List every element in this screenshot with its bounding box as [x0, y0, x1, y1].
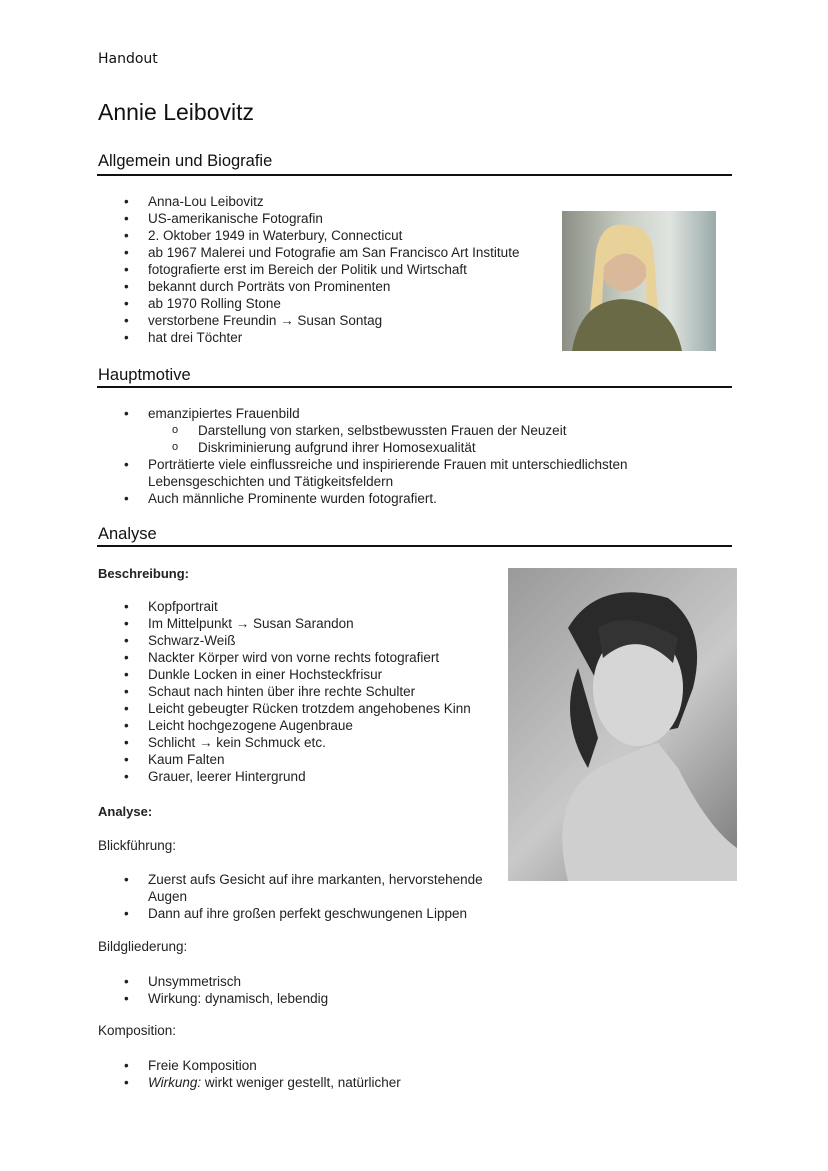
list-item: [98, 666, 471, 683]
bio-list: [98, 193, 519, 346]
portrait-illustration: [508, 568, 737, 881]
komposition-list: [98, 1057, 401, 1091]
section-heading-analyse: Analyse: [98, 525, 157, 543]
list-item-text: ab 1970 Rolling Stone: [148, 296, 281, 311]
bullet: •: [124, 228, 129, 243]
bullet: •: [124, 313, 129, 328]
bullet: •: [124, 194, 129, 209]
analyse-label: Analyse:: [98, 804, 153, 819]
list-item-text: Wirkung: dynamisch, lebendig: [148, 991, 329, 1006]
list-item-text: Anna-Lou Leibovitz: [148, 194, 264, 209]
list-item: [98, 295, 519, 312]
list-item: [98, 768, 471, 785]
bullet: •: [124, 330, 129, 345]
page-title: Annie Leibovitz: [98, 99, 254, 125]
blickfuehrung-list: [98, 871, 498, 922]
list-item-text: Kopfportrait: [148, 599, 218, 614]
list-item: • Wirkung: wirkt weniger gestellt, natürlicher: [124, 1075, 401, 1090]
bullet: •: [124, 872, 129, 887]
list-item-text: Nackter Körper wird von vorne rechts fotografiert: [148, 650, 440, 665]
list-item-text: Schwarz-Weiß: [148, 633, 236, 648]
divider: [97, 386, 732, 388]
list-item: • Porträtierte viele einflussreiche und inspirierende Frauen mit unterschiedlichsten Lebensgeschichten und Tätigkeitsfeldern: [124, 457, 628, 489]
list-item-text: Leicht gebeugter Rücken trotzdem angehobenes Kinn: [148, 701, 471, 716]
list-item-text: Im Mittelpunkt → Susan Sarandon: [148, 616, 354, 631]
list-item-text: verstorbene Freundin → Susan Sontag: [148, 313, 383, 328]
list-item: [98, 734, 471, 751]
list-item: [98, 717, 471, 734]
list-item: [98, 261, 519, 278]
portrait-photo-leibovitz: [562, 211, 716, 351]
bullet: •: [124, 650, 129, 665]
list-item: [98, 632, 471, 649]
bildgliederung-list: [98, 973, 328, 1007]
list-item: [98, 227, 519, 244]
list-item: [98, 700, 471, 717]
list-item: [98, 598, 471, 615]
list-item: [98, 244, 519, 261]
list-item: [98, 210, 519, 227]
list-item: [98, 278, 519, 295]
bildgliederung-label: Bildgliederung:: [98, 939, 188, 954]
divider: [97, 545, 732, 547]
list-item-text: bekannt durch Porträts von Prominenten: [148, 279, 391, 294]
list-item-text: Grauer, leerer Hintergrund: [148, 769, 306, 784]
list-subitem: o Diskriminierung aufgrund ihrer Homosexualität: [172, 440, 476, 455]
blickfuehrung-label: Blickführung:: [98, 838, 177, 853]
list-item-text: fotografierte erst im Bereich der Politik und Wirtschaft: [148, 262, 467, 277]
beschreibung-label: Beschreibung:: [98, 566, 190, 581]
list-item-text: hat drei Töchter: [148, 330, 243, 345]
bullet: •: [124, 684, 129, 699]
list-item-text: Dann auf ihre großen perfekt geschwungenen Lippen: [148, 906, 467, 921]
bullet: •: [124, 667, 129, 682]
list-item: [98, 329, 519, 346]
list-item-text: Unsymmetrisch: [148, 974, 242, 989]
portrait-illustration: [562, 211, 716, 351]
list-item: [98, 193, 519, 210]
list-item-text: Kaum Falten: [148, 752, 225, 767]
list-item: [98, 871, 498, 905]
list-item-text: Dunkle Locken in einer Hochsteckfrisur: [148, 667, 383, 682]
bullet: •: [124, 616, 129, 631]
motive-list: [98, 405, 658, 507]
bullet: •: [124, 279, 129, 294]
bullet: •: [124, 752, 129, 767]
list-item: [98, 905, 498, 922]
list-item-text: Schlicht → kein Schmuck etc.: [148, 735, 326, 750]
list-item: [98, 649, 471, 666]
section-heading-allgemein: Allgemein und Biografie: [98, 152, 273, 170]
list-item-text: 2. Oktober 1949 in Waterbury, Connecticut: [148, 228, 403, 243]
list-item: [98, 615, 471, 632]
section-heading-hauptmotive: Hauptmotive: [98, 366, 191, 384]
komposition-label: Komposition:: [98, 1023, 177, 1038]
list-subitem: o Darstellung von starken, selbstbewussten Frauen der Neuzeit: [172, 423, 567, 438]
bullet: •: [124, 245, 129, 260]
bullet: •: [124, 769, 129, 784]
beschreibung-list: [98, 598, 471, 785]
bullet: •: [124, 296, 129, 311]
bullet: •: [124, 906, 129, 921]
bullet: •: [124, 633, 129, 648]
bullet: •: [124, 735, 129, 750]
list-item: • Freie Komposition: [124, 1058, 257, 1073]
bullet: •: [124, 262, 129, 277]
list-item-text: ab 1967 Malerei und Fotografie am San Francisco Art Institute: [148, 245, 520, 260]
list-item: • Auch männliche Prominente wurden fotografiert.: [124, 491, 437, 506]
bullet: •: [124, 718, 129, 733]
list-item-text: Schaut nach hinten über ihre rechte Schulter: [148, 684, 416, 699]
handout-label: Handout: [98, 51, 158, 67]
bullet: •: [124, 599, 129, 614]
list-item-text: Leicht hochgezogene Augenbraue: [148, 718, 353, 733]
divider: [97, 174, 732, 176]
bullet: •: [124, 211, 129, 226]
list-item: • emanzipiertes Frauenbild: [124, 406, 300, 421]
list-item-text: US-amerikanische Fotografin: [148, 211, 323, 226]
bullet: •: [124, 701, 129, 716]
portrait-photo-sarandon: [508, 568, 737, 881]
list-item: [98, 990, 328, 1007]
bullet: •: [124, 974, 129, 989]
list-item: [98, 312, 519, 329]
bullet: •: [124, 991, 129, 1006]
list-item: [98, 751, 471, 768]
list-item: [98, 973, 328, 990]
list-item: [98, 683, 471, 700]
list-item-text: Zuerst aufs Gesicht auf ihre markanten, hervorstehende Augen: [148, 872, 483, 904]
